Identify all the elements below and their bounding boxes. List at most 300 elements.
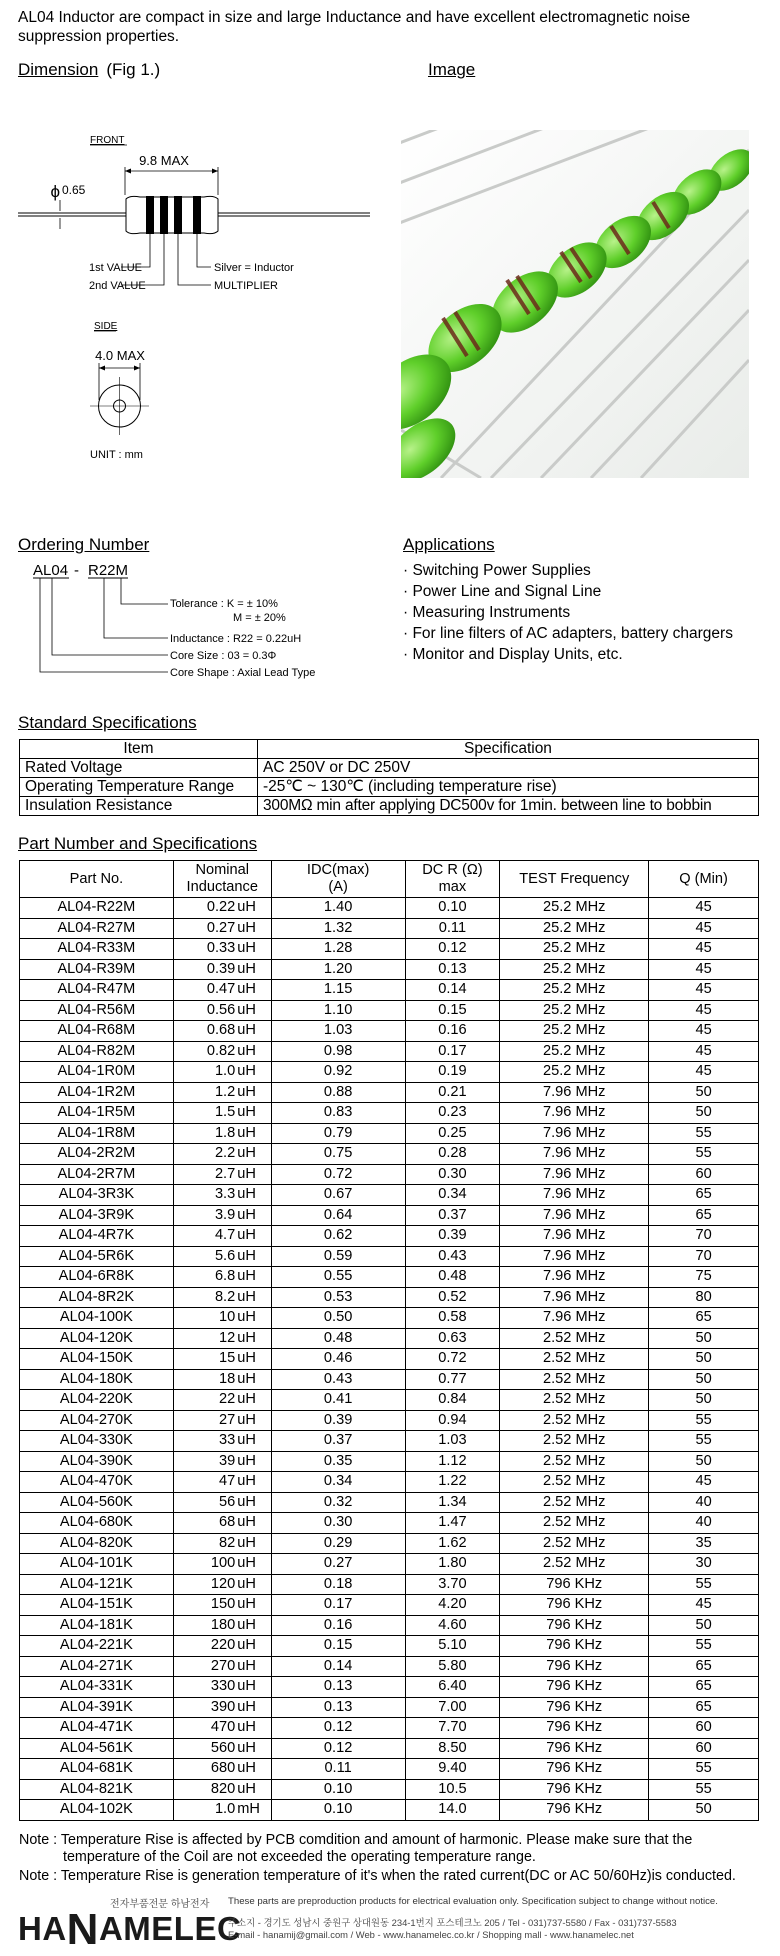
inductance-value: 470 [173, 1718, 235, 1739]
test-frequency: 25.2 MHz [500, 1062, 649, 1083]
inductance-value: 6.8 [173, 1267, 235, 1288]
standard-specs-title: Standard Specifications [18, 713, 197, 732]
dcr-max: 0.63 [405, 1328, 500, 1349]
inductance-value: 56 [173, 1492, 235, 1513]
part-number: AL04-151K [20, 1595, 174, 1616]
test-frequency: 2.52 MHz [500, 1390, 649, 1411]
part-number: AL04-2R7M [20, 1164, 174, 1185]
idc-max: 0.64 [271, 1205, 405, 1226]
inductance-unit: uH [235, 1185, 271, 1206]
test-frequency: 25.2 MHz [500, 1021, 649, 1042]
part-number: AL04-681K [20, 1759, 174, 1780]
table-row [20, 778, 759, 797]
table-row [20, 1062, 759, 1083]
part-number: AL04-2R2M [20, 1144, 174, 1165]
part-number: AL04-6R8K [20, 1267, 174, 1288]
table-row [20, 1492, 759, 1513]
lead-diameter-label: 0.65 [62, 183, 86, 197]
address: 주소지 - 경기도 성남시 중원구 상대원동 234-1번지 포스테크노 205 / Tel - 031)737-5580 / Fax - 031)737-5583 [228, 1917, 677, 1928]
contact: E-mail - hanamij@gmail.com / Web - www.hanamelec.co.kr / Shopping mall - www.hanamelec.net [228, 1929, 634, 1940]
part-number: AL04-102K [20, 1800, 174, 1821]
dcr-max: 0.14 [405, 980, 500, 1001]
table-row [20, 1205, 759, 1226]
test-frequency: 7.96 MHz [500, 1246, 649, 1267]
test-frequency: 7.96 MHz [500, 1164, 649, 1185]
q-min: 45 [649, 1595, 759, 1616]
idc-max: 1.40 [271, 898, 405, 919]
test-frequency: 796 KHz [500, 1738, 649, 1759]
inductance-unit: uH [235, 918, 271, 939]
test-frequency: 7.96 MHz [500, 1205, 649, 1226]
code-prefix: AL04 [33, 562, 69, 579]
idc-max: 0.30 [271, 1513, 405, 1534]
parts-title: Part Number and Specifications [18, 834, 258, 853]
part-number: AL04-121K [20, 1574, 174, 1595]
table-row [20, 1287, 759, 1308]
dcr-max: 4.20 [405, 1595, 500, 1616]
part-number: AL04-471K [20, 1718, 174, 1739]
part-number: AL04-1R0M [20, 1062, 174, 1083]
idc-max: 0.32 [271, 1492, 405, 1513]
dcr-max: 0.11 [405, 918, 500, 939]
inductance-value: 68 [173, 1513, 235, 1534]
table-row [20, 898, 759, 919]
q-min: 60 [649, 1718, 759, 1739]
part-number: AL04-150K [20, 1349, 174, 1370]
dcr-max: 0.77 [405, 1369, 500, 1390]
front-label: FRONT [90, 135, 125, 146]
footer [18, 1895, 768, 1954]
test-frequency: 2.52 MHz [500, 1349, 649, 1370]
idc-max: 0.27 [271, 1554, 405, 1575]
second-value-label: 2nd VALUE [89, 280, 146, 292]
table-row [20, 980, 759, 1001]
part-number: AL04-8R2K [20, 1287, 174, 1308]
q-min: 65 [649, 1205, 759, 1226]
inductance-value: 0.39 [173, 959, 235, 980]
idc-max: 0.12 [271, 1738, 405, 1759]
dcr-max: 1.03 [405, 1431, 500, 1452]
table-row [20, 1144, 759, 1165]
inductance-value: 820 [173, 1779, 235, 1800]
table-row [20, 959, 759, 980]
inductance-unit: uH [235, 1656, 271, 1677]
note-line: Note : Temperature Rise is affected by PCB comdition and amount of harmonic. Please make sure that the [19, 1832, 693, 1848]
idc-max: 0.50 [271, 1308, 405, 1329]
q-min: 60 [649, 1164, 759, 1185]
q-min: 70 [649, 1226, 759, 1247]
q-min: 50 [649, 1328, 759, 1349]
inductance-unit: uH [235, 1062, 271, 1083]
inductance-unit: uH [235, 1369, 271, 1390]
test-frequency: 2.52 MHz [500, 1410, 649, 1431]
inductance-unit: uH [235, 1246, 271, 1267]
part-number: AL04-180K [20, 1369, 174, 1390]
inductance-value: 220 [173, 1636, 235, 1657]
inductance-unit: uH [235, 1144, 271, 1165]
idc-max: 0.39 [271, 1410, 405, 1431]
part-number: AL04-101K [20, 1554, 174, 1575]
test-frequency: 796 KHz [500, 1615, 649, 1636]
q-min: 45 [649, 1021, 759, 1042]
table-row [20, 1697, 759, 1718]
idc-max: 0.10 [271, 1779, 405, 1800]
part-number: AL04-470K [20, 1472, 174, 1493]
inductance-value: 12 [173, 1328, 235, 1349]
inductance-value: 100 [173, 1554, 235, 1575]
idc-max: 0.79 [271, 1123, 405, 1144]
q-min: 60 [649, 1738, 759, 1759]
q-min: 45 [649, 1041, 759, 1062]
test-frequency: 7.96 MHz [500, 1123, 649, 1144]
inductance-unit: uH [235, 1554, 271, 1575]
test-frequency: 796 KHz [500, 1636, 649, 1657]
spec-value: AC 250V or DC 250V [258, 759, 759, 778]
spec-value: 300MΩ min after applying DC500v for 1min. between line to bobbin [258, 797, 759, 816]
table-row [20, 1636, 759, 1657]
spec-header-specification: Specification [258, 740, 759, 759]
q-min: 45 [649, 939, 759, 960]
test-frequency: 796 KHz [500, 1677, 649, 1698]
dcr-max: 0.28 [405, 1144, 500, 1165]
dcr-max: 1.12 [405, 1451, 500, 1472]
inductance-unit: uH [235, 1287, 271, 1308]
note-1 [19, 1832, 769, 1866]
table-row [20, 759, 759, 778]
inductance-value: 0.22 [173, 898, 235, 919]
inductance-value: 18 [173, 1369, 235, 1390]
inductance-value: 390 [173, 1697, 235, 1718]
inductance-label: Inductance : R22 = 0.22uH [170, 633, 302, 645]
inductance-value: 27 [173, 1410, 235, 1431]
q-min: 50 [649, 1349, 759, 1370]
test-frequency: 25.2 MHz [500, 959, 649, 980]
q-min: 55 [649, 1574, 759, 1595]
inductance-unit: uH [235, 1615, 271, 1636]
table-row [20, 1369, 759, 1390]
dcr-max: 1.47 [405, 1513, 500, 1534]
inductance-unit: uH [235, 1513, 271, 1534]
inductance-value: 0.82 [173, 1041, 235, 1062]
note-2: Note : Temperature Rise is generation temperature of it's when the rated current(DC or AC 50/60Hz)is conducted. [19, 1868, 736, 1884]
inductance-value: 10 [173, 1308, 235, 1329]
table-row [20, 1267, 759, 1288]
applications-title: Applications [403, 535, 495, 554]
idc-max: 0.13 [271, 1677, 405, 1698]
parts-header-0: Part No. [20, 861, 174, 898]
length-label: 9.8 MAX [139, 153, 189, 168]
disclaimer: These parts are preproduction products for electrical evaluation only. Specification subject to change without notice. [228, 1896, 718, 1907]
dcr-max: 1.22 [405, 1472, 500, 1493]
table-row [20, 1103, 759, 1124]
table-row [20, 1308, 759, 1329]
dcr-max: 0.43 [405, 1246, 500, 1267]
part-number: AL04-5R6K [20, 1246, 174, 1267]
inductance-value: 270 [173, 1656, 235, 1677]
test-frequency: 796 KHz [500, 1779, 649, 1800]
q-min: 55 [649, 1431, 759, 1452]
dcr-max: 14.0 [405, 1800, 500, 1821]
parts-header-1: Nominal Inductance [173, 861, 271, 898]
application-item: · For line filters of AC adapters, battery chargers [403, 625, 733, 642]
idc-max: 0.11 [271, 1759, 405, 1780]
q-min: 40 [649, 1492, 759, 1513]
idc-max: 0.34 [271, 1472, 405, 1493]
inductance-unit: uH [235, 1164, 271, 1185]
test-frequency: 7.96 MHz [500, 1144, 649, 1165]
part-number: AL04-R27M [20, 918, 174, 939]
inductance-value: 82 [173, 1533, 235, 1554]
dcr-max: 6.40 [405, 1677, 500, 1698]
q-min: 65 [649, 1185, 759, 1206]
q-min: 45 [649, 918, 759, 939]
inductance-unit: uH [235, 1492, 271, 1513]
idc-max: 0.37 [271, 1431, 405, 1452]
part-number: AL04-100K [20, 1308, 174, 1329]
q-min: 55 [649, 1410, 759, 1431]
q-min: 45 [649, 898, 759, 919]
parts-header-5: Q (Min) [649, 861, 759, 898]
q-min: 55 [649, 1759, 759, 1780]
part-number: AL04-R22M [20, 898, 174, 919]
test-frequency: 25.2 MHz [500, 898, 649, 919]
idc-max: 1.32 [271, 918, 405, 939]
dcr-max: 0.37 [405, 1205, 500, 1226]
table-row [20, 1185, 759, 1206]
table-row [20, 1082, 759, 1103]
core-size-label: Core Size : 03 = 0.3Φ [170, 650, 277, 662]
inductance-value: 1.8 [173, 1123, 235, 1144]
idc-max: 0.12 [271, 1718, 405, 1739]
inductance-unit: uH [235, 1328, 271, 1349]
inductance-value: 0.27 [173, 918, 235, 939]
test-frequency: 25.2 MHz [500, 1000, 649, 1021]
inductance-value: 15 [173, 1349, 235, 1370]
table-row [20, 1800, 759, 1821]
part-number: AL04-391K [20, 1697, 174, 1718]
dcr-max: 0.39 [405, 1226, 500, 1247]
part-number: AL04-181K [20, 1615, 174, 1636]
inductance-value: 1.5 [173, 1103, 235, 1124]
part-number: AL04-271K [20, 1656, 174, 1677]
q-min: 45 [649, 959, 759, 980]
inductance-unit: uH [235, 959, 271, 980]
inductance-value: 33 [173, 1431, 235, 1452]
dcr-max: 0.58 [405, 1308, 500, 1329]
q-min: 65 [649, 1656, 759, 1677]
test-frequency: 7.96 MHz [500, 1267, 649, 1288]
idc-max: 0.83 [271, 1103, 405, 1124]
table-row [20, 1123, 759, 1144]
inductance-unit: uH [235, 1000, 271, 1021]
table-row [20, 939, 759, 960]
q-min: 45 [649, 1062, 759, 1083]
inductance-value: 680 [173, 1759, 235, 1780]
test-frequency: 2.52 MHz [500, 1369, 649, 1390]
inductance-value: 0.33 [173, 939, 235, 960]
unit-label: UNIT : mm [90, 449, 143, 461]
q-min: 50 [649, 1082, 759, 1103]
part-number: AL04-120K [20, 1328, 174, 1349]
company-logo: HANAMELEC [18, 1905, 242, 1954]
table-row [20, 1226, 759, 1247]
idc-max: 0.72 [271, 1164, 405, 1185]
test-frequency: 7.96 MHz [500, 1308, 649, 1329]
part-number: AL04-R56M [20, 1000, 174, 1021]
q-min: 50 [649, 1615, 759, 1636]
test-frequency: 2.52 MHz [500, 1328, 649, 1349]
test-frequency: 25.2 MHz [500, 939, 649, 960]
test-frequency: 2.52 MHz [500, 1492, 649, 1513]
part-number: AL04-390K [20, 1451, 174, 1472]
q-min: 65 [649, 1677, 759, 1698]
part-number: AL04-3R9K [20, 1205, 174, 1226]
parts-header-2: IDC(max) (A) [271, 861, 405, 898]
table-row [20, 1164, 759, 1185]
dcr-max: 0.23 [405, 1103, 500, 1124]
q-min: 65 [649, 1697, 759, 1718]
q-min: 55 [649, 1123, 759, 1144]
test-frequency: 2.52 MHz [500, 1554, 649, 1575]
dcr-max: 0.17 [405, 1041, 500, 1062]
dcr-max: 0.52 [405, 1287, 500, 1308]
part-number: AL04-331K [20, 1677, 174, 1698]
inductance-value: 2.2 [173, 1144, 235, 1165]
first-value-label: 1st VALUE [89, 262, 142, 274]
inductance-unit: uH [235, 1472, 271, 1493]
idc-max: 0.67 [271, 1185, 405, 1206]
inductance-unit: mH [235, 1800, 271, 1821]
inductance-unit: uH [235, 1082, 271, 1103]
q-min: 50 [649, 1451, 759, 1472]
inductance-unit: uH [235, 1226, 271, 1247]
inductance-unit: uH [235, 1533, 271, 1554]
inductance-unit: uH [235, 1759, 271, 1780]
inductance-unit: uH [235, 980, 271, 1001]
idc-max: 0.16 [271, 1615, 405, 1636]
test-frequency: 796 KHz [500, 1574, 649, 1595]
idc-max: 0.18 [271, 1574, 405, 1595]
part-number: AL04-R82M [20, 1041, 174, 1062]
test-frequency: 796 KHz [500, 1697, 649, 1718]
test-frequency: 7.96 MHz [500, 1185, 649, 1206]
part-number: AL04-820K [20, 1533, 174, 1554]
code-dash: - [74, 562, 79, 579]
test-frequency: 796 KHz [500, 1595, 649, 1616]
inductance-unit: uH [235, 1697, 271, 1718]
idc-max: 0.15 [271, 1636, 405, 1657]
test-frequency: 2.52 MHz [500, 1533, 649, 1554]
dcr-max: 4.60 [405, 1615, 500, 1636]
q-min: 50 [649, 1390, 759, 1411]
part-number: AL04-330K [20, 1431, 174, 1452]
idc-max: 0.14 [271, 1656, 405, 1677]
table-row [20, 1738, 759, 1759]
q-min: 70 [649, 1246, 759, 1267]
table-row [20, 1021, 759, 1042]
test-frequency: 796 KHz [500, 1759, 649, 1780]
inductance-value: 330 [173, 1677, 235, 1698]
phi-symbol: ϕ [50, 182, 60, 201]
test-frequency: 796 KHz [500, 1656, 649, 1677]
inductance-value: 3.9 [173, 1205, 235, 1226]
part-number: AL04-4R7K [20, 1226, 174, 1247]
ordering-diagram [18, 555, 348, 685]
test-frequency: 7.96 MHz [500, 1226, 649, 1247]
dcr-max: 8.50 [405, 1738, 500, 1759]
part-number: AL04-561K [20, 1738, 174, 1759]
dcr-max: 1.34 [405, 1492, 500, 1513]
core-shape-label: Core Shape : Axial Lead Type [170, 667, 316, 679]
inductance-unit: uH [235, 1431, 271, 1452]
test-frequency: 2.52 MHz [500, 1513, 649, 1534]
table-row [20, 1410, 759, 1431]
note-line: temperature of the Coil are not exceeded the operating temperature range. [63, 1849, 536, 1865]
inductance-unit: uH [235, 1267, 271, 1288]
part-number: AL04-270K [20, 1410, 174, 1431]
part-number: AL04-221K [20, 1636, 174, 1657]
inductance-unit: uH [235, 1677, 271, 1698]
dcr-max: 0.94 [405, 1410, 500, 1431]
q-min: 40 [649, 1513, 759, 1534]
product-photo [401, 130, 749, 478]
application-item: · Monitor and Display Units, etc. [403, 646, 623, 663]
inductance-unit: uH [235, 898, 271, 919]
idc-max: 0.29 [271, 1533, 405, 1554]
test-frequency: 796 KHz [500, 1800, 649, 1821]
spec-item: Insulation Resistance [20, 797, 258, 816]
table-row [20, 1554, 759, 1575]
table-row [20, 1656, 759, 1677]
test-frequency: 7.96 MHz [500, 1287, 649, 1308]
table-row [20, 1349, 759, 1370]
inductance-unit: uH [235, 1636, 271, 1657]
inductance-value: 4.7 [173, 1226, 235, 1247]
parts-header-4: TEST Frequency [500, 861, 649, 898]
idc-max: 0.98 [271, 1041, 405, 1062]
table-row [20, 1000, 759, 1021]
table-row [20, 797, 759, 816]
dimension-title: Dimension (Fig 1.) [18, 60, 161, 79]
test-frequency: 7.96 MHz [500, 1082, 649, 1103]
inductance-value: 47 [173, 1472, 235, 1493]
part-number: AL04-1R5M [20, 1103, 174, 1124]
application-item: · Power Line and Signal Line [403, 583, 602, 600]
idc-max: 1.10 [271, 1000, 405, 1021]
table-row [20, 1513, 759, 1534]
idc-max: 0.41 [271, 1390, 405, 1411]
dcr-max: 0.12 [405, 939, 500, 960]
part-number: AL04-3R3K [20, 1185, 174, 1206]
dcr-max: 0.34 [405, 1185, 500, 1206]
test-frequency: 7.96 MHz [500, 1103, 649, 1124]
inductance-unit: uH [235, 1205, 271, 1226]
inductance-unit: uH [235, 1451, 271, 1472]
idc-max: 0.92 [271, 1062, 405, 1083]
idc-max: 1.28 [271, 939, 405, 960]
test-frequency: 2.52 MHz [500, 1431, 649, 1452]
part-number: AL04-R68M [20, 1021, 174, 1042]
dcr-max: 1.80 [405, 1554, 500, 1575]
inductance-value: 3.3 [173, 1185, 235, 1206]
table-row [20, 1574, 759, 1595]
idc-max: 0.48 [271, 1328, 405, 1349]
inductance-unit: uH [235, 1349, 271, 1370]
part-number: AL04-1R2M [20, 1082, 174, 1103]
inductance-value: 8.2 [173, 1287, 235, 1308]
inductance-unit: uH [235, 1103, 271, 1124]
test-frequency: 25.2 MHz [500, 918, 649, 939]
